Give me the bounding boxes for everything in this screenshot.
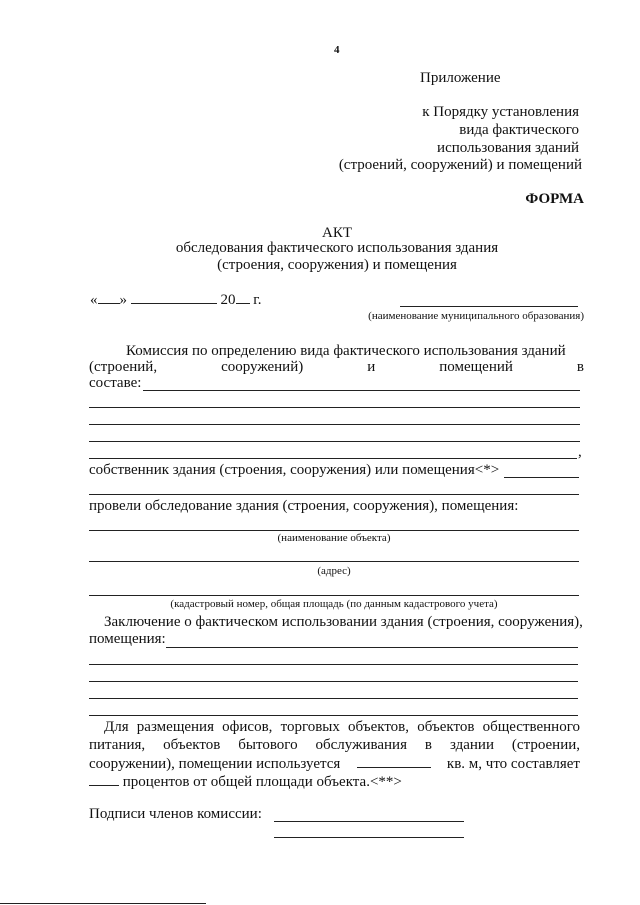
commission-line: (строений, сооружений) и помещений в bbox=[89, 359, 584, 375]
cadastral-field[interactable] bbox=[89, 595, 579, 596]
month-blank[interactable] bbox=[131, 289, 217, 304]
day-blank[interactable] bbox=[98, 289, 120, 304]
address-field[interactable] bbox=[89, 561, 579, 562]
signature-field[interactable] bbox=[274, 837, 464, 838]
owner-field[interactable] bbox=[504, 477, 579, 478]
conclusion-field[interactable] bbox=[89, 715, 578, 716]
conclusion-field[interactable] bbox=[89, 664, 578, 665]
cadastral-caption: (кадастровый номер, общая площадь (по данным кадастрового учета) bbox=[170, 598, 498, 610]
annex-title: Приложение bbox=[420, 70, 501, 86]
owner-field[interactable] bbox=[89, 494, 579, 495]
commission-line: составе: bbox=[89, 375, 142, 391]
placement-line: питания, объектов бытового обслуживания в здании (строении, bbox=[89, 737, 580, 753]
footnote-separator bbox=[0, 903, 206, 904]
annex-line: вида фактического bbox=[459, 122, 579, 138]
object-caption: (наименование объекта) bbox=[277, 532, 391, 544]
inspection-label: провели обследование здания (строения, сооружения), помещения: bbox=[89, 498, 519, 514]
address-caption: (адрес) bbox=[317, 565, 351, 577]
composition-field[interactable] bbox=[89, 458, 577, 459]
act-title: АКТ bbox=[322, 225, 352, 241]
conclusion-line: помещения: bbox=[89, 631, 166, 647]
date-line: « » 20 г. bbox=[90, 289, 261, 309]
placement-line: процентов от общей площади объекта.<**> bbox=[89, 771, 402, 791]
composition-field[interactable] bbox=[89, 441, 580, 442]
area-blank[interactable] bbox=[357, 753, 431, 768]
placement-line: Для размещения офисов, торговых объектов, объектов общественного bbox=[104, 719, 580, 735]
annex-line: использования зданий bbox=[437, 140, 579, 156]
conclusion-field[interactable] bbox=[89, 681, 578, 682]
act-subtitle: обследования фактического использования здания bbox=[175, 240, 499, 256]
municipality-field[interactable] bbox=[400, 306, 578, 307]
composition-field[interactable] bbox=[89, 407, 580, 408]
conclusion-field[interactable] bbox=[89, 698, 578, 699]
municipality-caption: (наименование муниципального образования) bbox=[368, 310, 584, 322]
composition-field[interactable] bbox=[143, 390, 580, 391]
annex-line: (строений, сооружений) и помещений bbox=[338, 157, 582, 173]
form-label: ФОРМА bbox=[525, 191, 584, 207]
object-field[interactable] bbox=[89, 530, 579, 531]
conclusion-field[interactable] bbox=[166, 647, 578, 648]
percent-blank[interactable] bbox=[89, 771, 119, 786]
annex-line: к Порядку установления bbox=[422, 104, 579, 120]
placement-line: сооружении), помещении используется кв. м, что составляет bbox=[89, 753, 580, 773]
conclusion-line: Заключение о фактическом использовании здания (строения, сооружения), bbox=[104, 614, 583, 630]
composition-field[interactable] bbox=[89, 424, 580, 425]
signatures-label: Подписи членов комиссии: bbox=[89, 806, 262, 822]
year-blank[interactable] bbox=[236, 289, 250, 304]
comma: , bbox=[578, 444, 582, 460]
act-subtitle: (строения, сооружения) и помещения bbox=[217, 257, 457, 273]
commission-line: Комиссия по определению вида фактического использования зданий bbox=[126, 343, 566, 359]
signature-field[interactable] bbox=[274, 821, 464, 822]
owner-label: собственник здания (строения, сооружения) или помещения<*> bbox=[89, 462, 500, 478]
page-number: 4 bbox=[334, 44, 340, 56]
